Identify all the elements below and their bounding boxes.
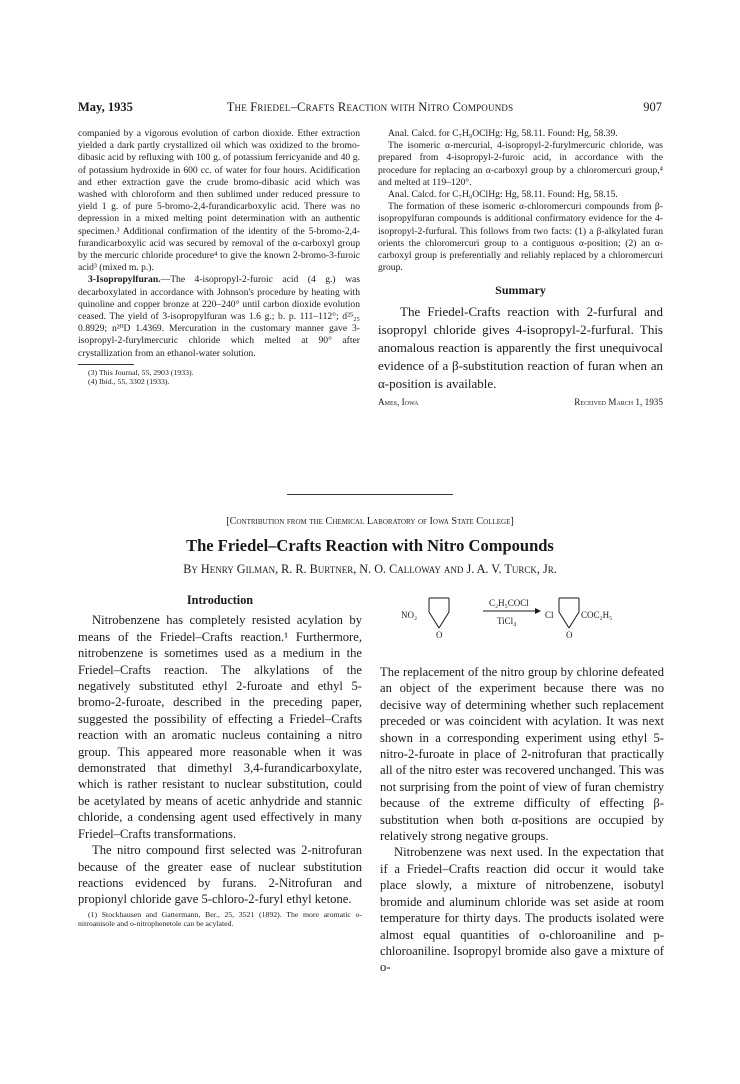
paragraph: Anal. Calcd. for C₇H₉OClHg: Hg, 58.11. Found: Hg, 58.39.	[388, 128, 618, 139]
summary	[378, 303, 663, 393]
article-separator	[287, 494, 453, 495]
bottom-right-column	[380, 664, 664, 976]
received-date: Received March 1, 1935	[574, 396, 663, 407]
furan-ring-reactant	[429, 598, 449, 628]
signature-line	[378, 396, 663, 408]
summary-heading: Summary	[495, 283, 546, 298]
run-in-heading: 3-Isopropylfuran.	[88, 274, 161, 286]
chloro-group-label: Cl	[545, 610, 554, 620]
signature-place: Ames, Iowa	[378, 396, 419, 407]
footnotes	[78, 368, 360, 387]
ring-oxygen-label: O	[566, 630, 573, 640]
contribution-line: [Contribution from the Chemical Laboratory of Iowa State College]	[226, 516, 514, 527]
paragraph: Nitrobenzene was next used. In the expectation that if a Friedel–Crafts reaction did occur it would take place slowly, a mixture of nitrobenzene, isobutyl bromide and aluminum chloride was set aside at room temperature for thirty days. The products isolated were almost equal quantities of o-chloroaniline and p-chloroaniline. Isopropyl bromide also gave a mixture of o-	[380, 845, 664, 975]
paragraph: The isomeric α-mercurial, 4-isopropyl-2-furylmercuric chloride, was prepared from 4-isopropyl-2-furoic acid, in accordance with the procedure for replacing an α-carboxyl group by a chloromercuri group,⁴ and melted at 119–120°.	[378, 140, 663, 188]
reaction-diagram	[385, 594, 667, 656]
summary-paragraph: The Friedel-Crafts reaction with 2-furfural and isopropyl chloride gives 4-isopropyl-2-furfural. This anomalous reaction is apparently the first unequivocal evidence of a β-substitution reaction of furan when an α-position is available.	[378, 303, 663, 391]
running-header-title: The Friedel–Crafts Reaction with Nitro Compounds	[226, 100, 514, 114]
paragraph	[78, 274, 360, 359]
propionyl-group-label: COC₂H₅	[581, 610, 613, 620]
reaction-scheme	[385, 594, 667, 656]
arrow-head	[535, 608, 541, 614]
article-authors: By Henry Gilman, R. R. Burtner, N. O. Calloway and J. A. V. Turck, Jr.	[183, 562, 557, 576]
paragraph: The nitro compound first selected was 2-nitrofuran because of the greater ease of nuclear substitution reactions evidenced by furans. 2-Nitrofuran and propionyl chloride gave 5-chloro-2-furyl ethyl ketone.	[78, 843, 362, 907]
footnotes	[78, 910, 362, 929]
top-right-column	[378, 128, 663, 408]
nitro-group-label: NO₂	[401, 610, 418, 620]
article-title: The Friedel–Crafts Reaction with Nitro Compounds	[186, 536, 554, 555]
top-left-column	[78, 128, 360, 387]
footnote: (3) This Journal, 55, 2903 (1933).	[88, 367, 194, 377]
bottom-left-column	[78, 592, 362, 929]
paragraph: The replacement of the nitro group by chlorine defeated an object of the experiment because there was no decisive way of determining whether such replacement preceded or was coincident with acylation. It was next shown in a corresponding experiment using ethyl 5-nitro-2-furoate in place of 2-nitrofuran that practically all of the nitro ester was recovered unchanged. This was not surprising from the point of view of furan chemistry because of the extreme difficulty of effecting β-substitution when both α-positions are occupied by relatively strong negative groups.	[380, 665, 664, 844]
paragraph: Nitrobenzene has completely resisted acylation by means of the Friedel–Crafts reaction.¹ Furthermore, nitrobenzene is sometimes used as a medium in the Friedel–Crafts reaction. The alkylations of the negatively substituted ethyl 2-furoate and ethyl 5-bromo-2-furoate, described in the preceding paper, suggested the possibility of effecting a Friedel–Crafts reaction with an aromatic nucleus containing a nitro group. This appeared more reasonable when it was demonstrated that dimethyl 3,4-furandicarboxylate, which is rather resistant to nuclear substitution, could be acetylated by means of acetic anhydride and stannic chloride, a condensing agent used effectively in many Friedel–Crafts transformations.	[78, 613, 362, 841]
paragraph: The formation of these isomeric α-chloromercuri compounds from β-isopropylfuran compounds is additional confirmatory evidence for the 4-isopropyl-2-furfural. This follows from two facts: (1) a β-alkylated furan orients the chloromercuri group to a contiguous α-position; (2) an α-carboxyl group is preferentially and reliably replaced by a chloromercuri group.	[378, 201, 663, 274]
running-header-date: May, 1935	[78, 100, 133, 114]
page-number: 907	[643, 100, 662, 114]
footnote-rule	[78, 364, 134, 365]
catalyst-label: TiCl₄	[497, 616, 517, 626]
footnote: (1) Stockhausen and Gattermann, Ber., 25, 3521 (1892). The more aromatic o-nitroanisole and o-nitrophenetole can be acylated.	[78, 909, 362, 929]
footnote: (4) Ibid., 55, 3302 (1933).	[88, 377, 170, 387]
paragraph: companied by a vigorous evolution of carbon dioxide. Ether extraction yielded a dark partly crystallized oil which was oxidized to the bromo-dibasic acid by refluxing with 100 g. of potassium ferricyanide and 40 g. of potassium hydroxide in 600 cc. of water for four hours. Acidification and ether extraction gave the crude bromo-dibasic acid which was washed with chloroform and then sublimed under reduced pressure to yield 1 g. of pure 5-bromo-2,4-furandicarboxylic acid. There was no depression in a mixed melting point determination with an authentic specimen.³ Additional confirmation of the identity of the 5-bromo-2,4-furandicarboxylic acid was secured by removal of the α-carboxyl group by the mercuric chloride procedure⁴ to give the known 2-bromo-3-furoic acid³ (mixed m. p.).	[78, 128, 360, 274]
paragraph: Anal. Calcd. for C₇H₉OClHg: Hg, 58.11. Found: Hg, 58.15.	[388, 189, 618, 201]
section-heading: Introduction	[186, 593, 254, 607]
ring-oxygen-label: O	[436, 630, 443, 640]
reagent-label: C₂H₅COCl	[489, 598, 529, 608]
paragraph-text: —The 4-isopropyl-2-furoic acid (4 g.) was decarboxylated in accordance with Johnson's procedure by heating with quinoline and copper bronze at 220–240° until carbon dioxide evolution ceased. The yield of 3-isopropylfuran was 1.6 g.; b. p. 111–112°; d²⁵₂₅ 0.8929; n²⁰D 1.4369. Mercuration in the customary manner gave 3-isopropyl-2-furylmercuric chloride which melted at 90° after crystallization from an ethanol-water solution.	[78, 274, 360, 359]
furan-ring-product	[559, 598, 579, 628]
